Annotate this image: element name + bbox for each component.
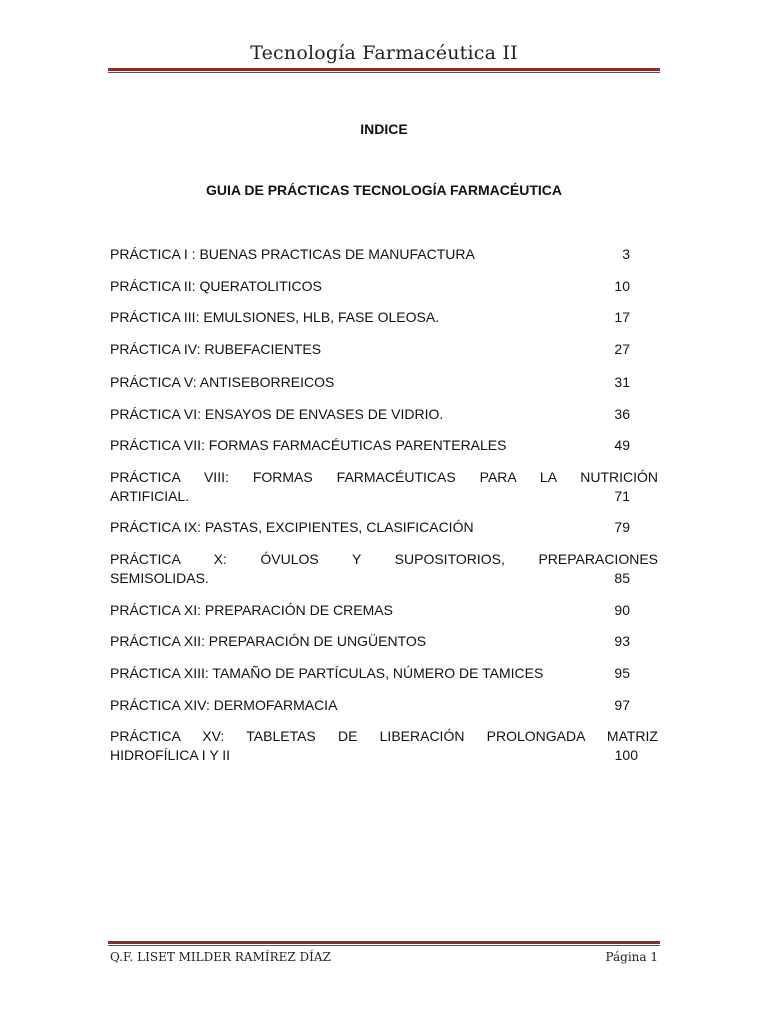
toc-entry-page: 93 (614, 633, 630, 649)
toc-entry-title: PRÁCTICA V: ANTISEBORREICOS (110, 374, 335, 390)
toc-entry-13 (110, 664, 658, 683)
toc-entry-1 (110, 245, 658, 264)
toc-entry-12 (110, 632, 658, 651)
header-title: Tecnología Farmacéutica II (250, 42, 518, 64)
toc-entry-15 (110, 727, 658, 765)
toc-entry-9 (110, 518, 658, 537)
toc-entry-title-line1: PRÁCTICA X: ÓVULOS Y SUPOSITORIOS, PREPARACIONES (110, 551, 658, 567)
toc-entry-page: 100 (614, 747, 638, 763)
toc-entry-page: 49 (614, 437, 630, 453)
toc-entry-title: PRÁCTICA XI: PREPARACIÓN DE CREMAS (110, 602, 393, 618)
toc-entry-page: 3 (622, 246, 630, 262)
toc-entry-6 (110, 405, 658, 424)
toc-entry-title: PRÁCTICA III: EMULSIONES, HLB, FASE OLEOSA. (110, 309, 440, 325)
footer-rule (108, 941, 660, 946)
toc-entry-3 (110, 308, 658, 327)
footer-rule-thin (108, 945, 660, 946)
toc-entry-2 (110, 277, 658, 296)
header-rule (108, 68, 660, 73)
toc-entry-title: PRÁCTICA II: QUERATOLITICOS (110, 278, 322, 294)
toc-entry-title-line2: SEMISOLIDAS. (110, 570, 209, 586)
toc-entry-title: PRÁCTICA XIII: TAMAÑO DE PARTÍCULAS, NÚMERO DE TAMICES (110, 665, 544, 681)
toc-entry-page: 85 (614, 570, 630, 586)
toc-entry-5 (110, 373, 658, 392)
toc-entry-page: 31 (614, 374, 630, 390)
footer-author: Q.F. LISET MILDER RAMÍREZ DÍAZ (110, 950, 331, 964)
toc-entry-page: 79 (614, 519, 630, 535)
toc-entry-title-line2: ARTIFICIAL. (110, 488, 190, 504)
toc-entry-line2 (110, 746, 658, 765)
toc-entry-title-line2: HIDROFÍLICA I Y II (110, 747, 231, 763)
toc-entry-14 (110, 696, 658, 715)
toc-entry-title: PRÁCTICA XIV: DERMOFARMACIA (110, 697, 338, 713)
toc-entry-line2 (110, 487, 658, 506)
header-rule-thin (108, 72, 660, 73)
footer-rule-thick (108, 941, 660, 944)
guide-title: GUIA DE PRÁCTICAS TECNOLOGÍA FARMACÉUTICA (206, 182, 562, 198)
header-rule-thick (108, 68, 660, 71)
toc-entry-4 (110, 340, 658, 359)
toc-entry-page: 90 (614, 602, 630, 618)
index-title: INDICE (360, 121, 408, 137)
toc-entry-title: PRÁCTICA IV: RUBEFACIENTES (110, 341, 322, 357)
toc-entry-title-line1: PRÁCTICA XV: TABLETAS DE LIBERACIÓN PROLONGADA MATRIZ (110, 728, 658, 744)
toc-entry-title: PRÁCTICA IX: PASTAS, EXCIPIENTES, CLASIFICACIÓN (110, 519, 474, 535)
toc-entry-title: PRÁCTICA I : BUENAS PRACTICAS DE MANUFACTURA (110, 246, 475, 262)
toc-entry-page: 36 (614, 406, 630, 422)
toc-entry-page: 71 (614, 488, 630, 504)
toc-entry-page: 95 (614, 665, 630, 681)
toc-entry-title: PRÁCTICA VII: FORMAS FARMACÉUTICAS PARENTERALES (110, 437, 507, 453)
toc-entry-page: 27 (614, 341, 630, 357)
toc-entry-page: 17 (614, 309, 630, 325)
toc-entry-title: PRÁCTICA VI: ENSAYOS DE ENVASES DE VIDRIO. (110, 406, 444, 422)
toc-entry-10 (110, 550, 658, 588)
toc-entry-8 (110, 468, 658, 506)
toc-entry-title: PRÁCTICA XII: PREPARACIÓN DE UNGÜENTOS (110, 633, 427, 649)
footer-page-number: Página 1 (605, 950, 658, 964)
toc-entry-11 (110, 601, 658, 620)
toc-entry-page: 97 (614, 697, 630, 713)
toc-entry-line2 (110, 569, 658, 588)
toc-entry-title-line1: PRÁCTICA VIII: FORMAS FARMACÉUTICAS PARA LA NUTRICIÓN (110, 469, 658, 485)
toc-entry-7 (110, 436, 658, 455)
toc-entry-page: 10 (614, 278, 630, 294)
